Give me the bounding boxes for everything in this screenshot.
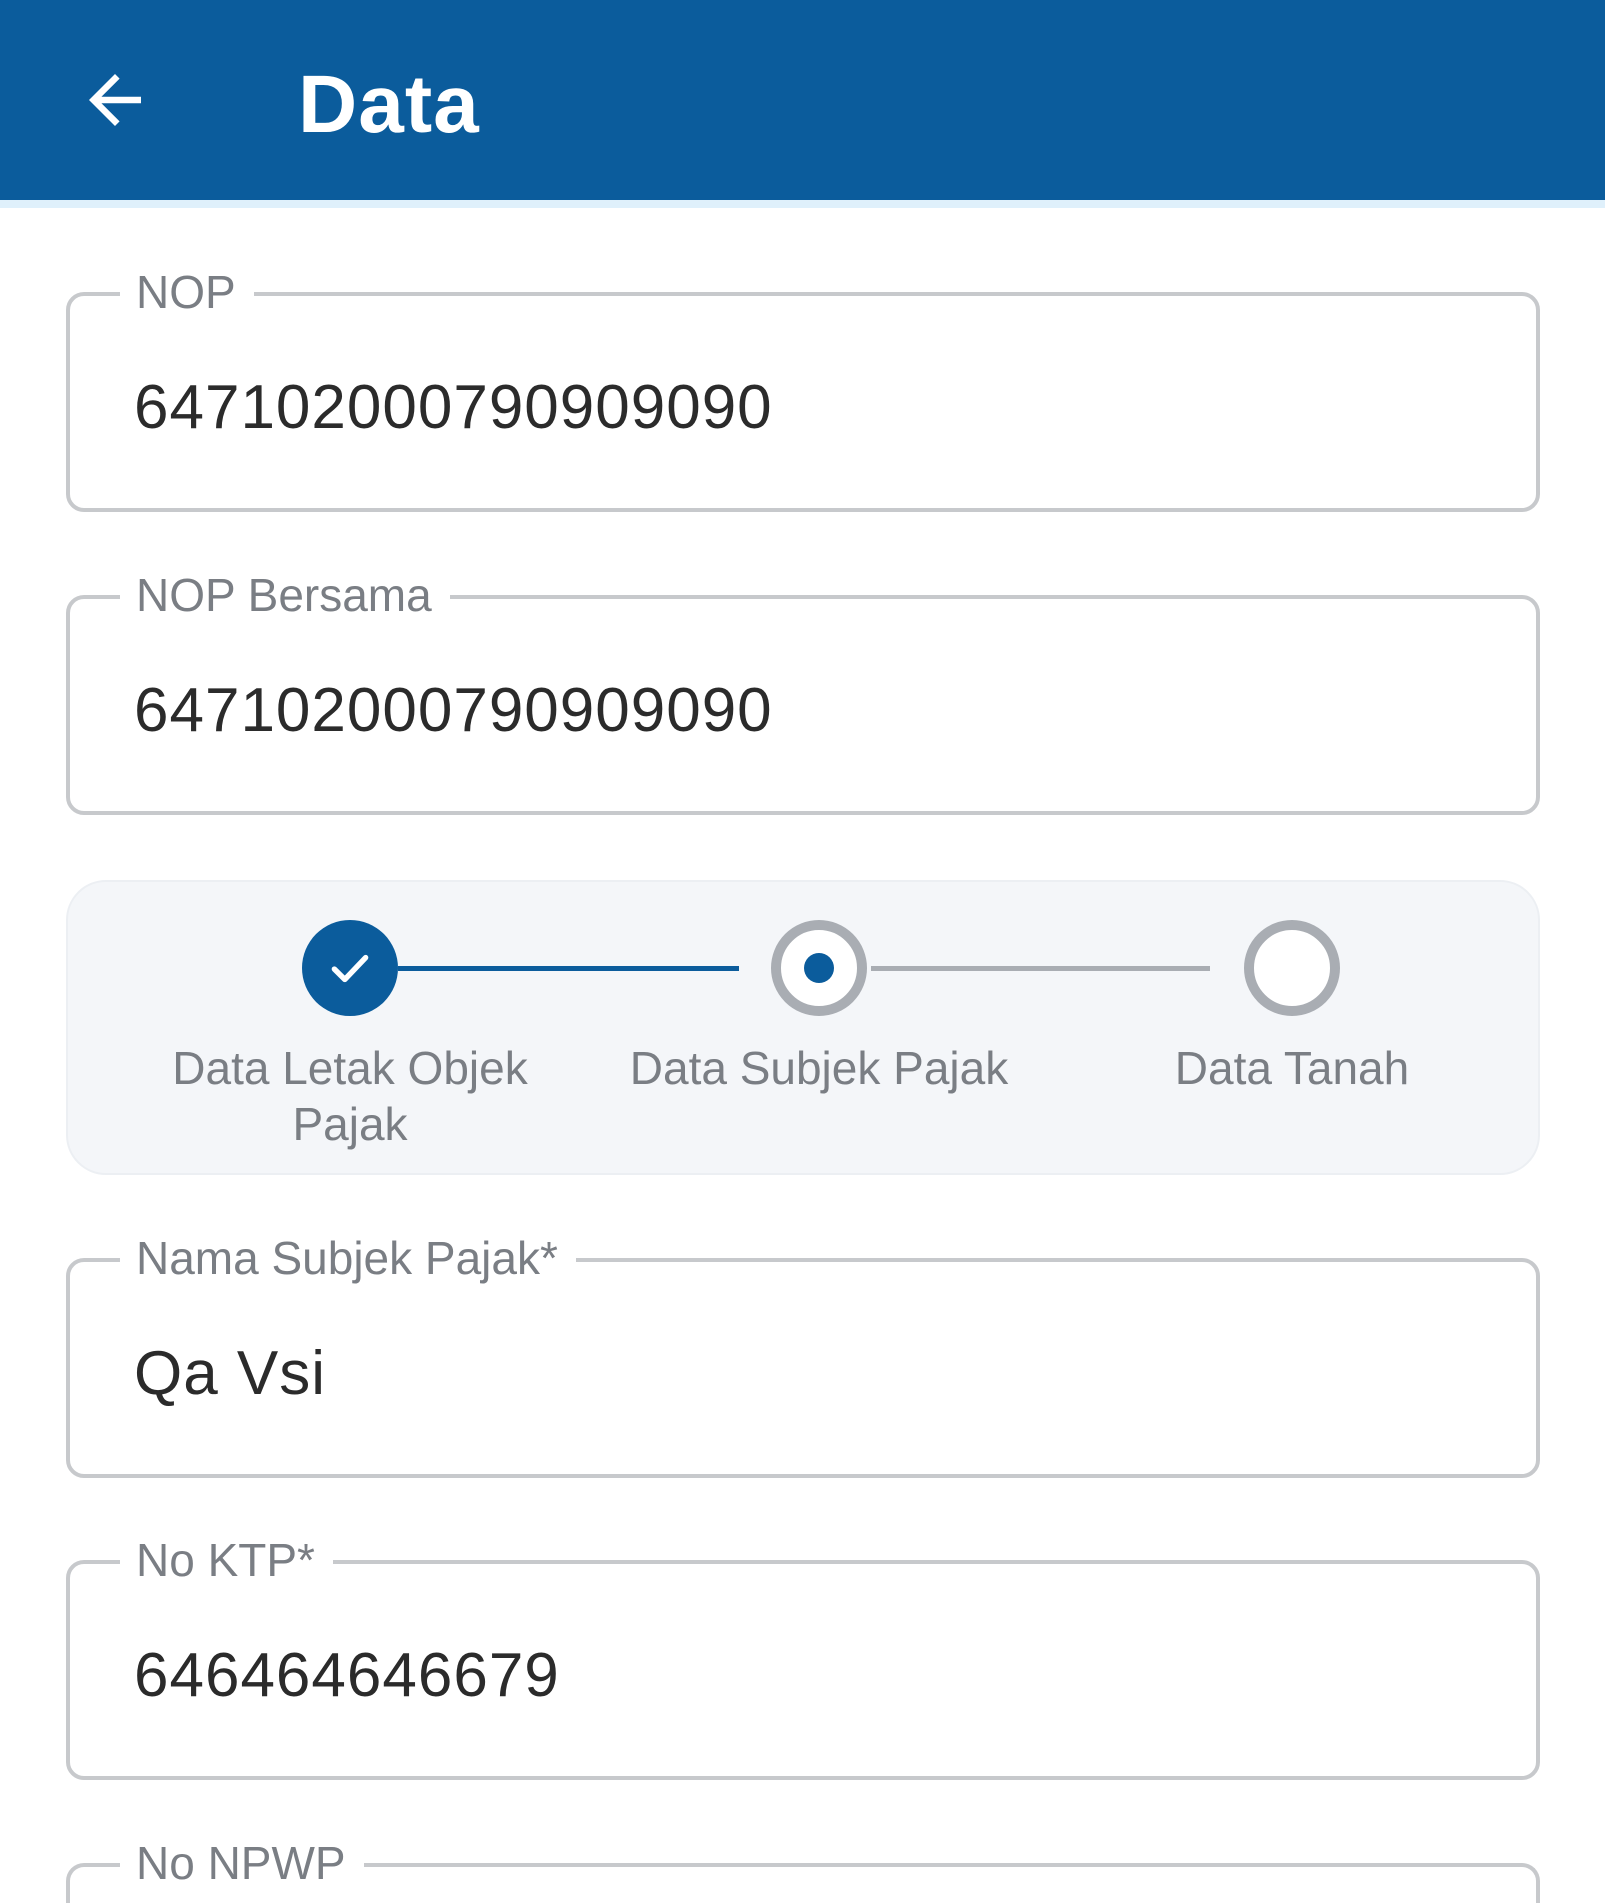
no-npwp-field[interactable] (66, 1837, 1540, 1903)
step-active-indicator (771, 920, 867, 1016)
nop-bersama-label: NOP Bersama (120, 565, 450, 625)
empty-circle-icon (1244, 920, 1340, 1016)
progress-stepper (66, 880, 1540, 1175)
arrow-left-icon (76, 61, 154, 139)
step-data-letak-objek-pajak[interactable] (140, 920, 560, 1152)
nop-value: 647102000790909090 (134, 373, 773, 442)
back-button[interactable] (70, 55, 160, 145)
nop-bersama-field[interactable] (66, 569, 1540, 815)
app-bar (0, 0, 1605, 208)
radio-dot-icon (804, 953, 834, 983)
nop-bersama-value: 647102000790909090 (134, 676, 773, 745)
nama-subjek-pajak-value: Qa Vsi (134, 1339, 327, 1408)
no-ktp-value: 646464646679 (134, 1641, 560, 1710)
no-ktp-label: No KTP* (120, 1530, 333, 1590)
step-complete-indicator (302, 920, 398, 1016)
step-label: Data Subjek Pajak (629, 1042, 1009, 1094)
nama-subjek-pajak-field[interactable] (66, 1232, 1540, 1478)
no-npwp-label: No NPWP (120, 1833, 364, 1893)
step-label: Data Letak Objek Pajak (172, 1042, 528, 1150)
nop-field[interactable] (66, 266, 1540, 512)
nama-subjek-pajak-label: Nama Subjek Pajak* (120, 1228, 576, 1288)
no-ktp-field[interactable] (66, 1534, 1540, 1780)
page-title: Data (298, 59, 480, 150)
step-data-tanah[interactable] (1082, 920, 1502, 1096)
step-label: Data Tanah (1174, 1042, 1410, 1094)
check-icon (325, 943, 375, 993)
nop-label: NOP (120, 262, 254, 322)
step-data-subjek-pajak[interactable] (609, 920, 1029, 1096)
